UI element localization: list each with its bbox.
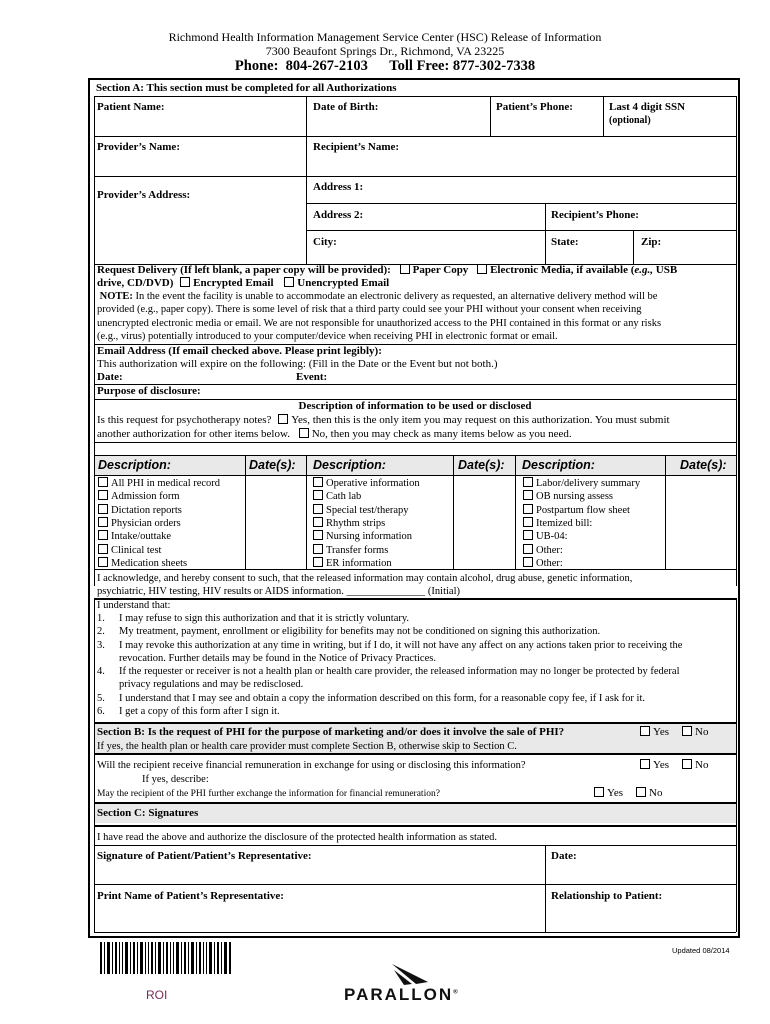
item-label: Rhythm strips (326, 518, 386, 529)
col2-description-header: Description: (313, 458, 386, 472)
acknowledgement-line-1: I acknowledge, and hereby consent to such, that the released information may contain alcohol, drug abuse, genetic information, (97, 573, 633, 584)
section-b-no-option[interactable] (682, 726, 708, 739)
psych-line-2 (97, 428, 572, 441)
description-header-shade (95, 455, 736, 475)
section-c-title: Section C: Signatures (97, 807, 199, 819)
item-label: Admission form (111, 491, 180, 502)
remuneration-question: Will the recipient receive financial remuneration in exchange for using or disclosing this information? (97, 760, 526, 771)
item-label: Cath lab (326, 491, 362, 502)
col2-item[interactable] (313, 490, 361, 503)
checkbox[interactable] (313, 557, 323, 567)
further-exchange-yes-option[interactable] (594, 787, 623, 800)
col1-item[interactable] (98, 490, 180, 503)
psych-no-checkbox[interactable] (299, 428, 309, 438)
item-label: Postpartum flow sheet (536, 505, 630, 516)
provider-address-field[interactable]: Provider’s Address: (97, 189, 191, 201)
item-label: Other: (536, 545, 563, 556)
term-number: 5. (97, 692, 105, 704)
expire-event-field[interactable]: Event: (296, 371, 328, 383)
col3-item[interactable] (523, 477, 640, 490)
yes-label: Yes (653, 759, 670, 771)
checkbox[interactable] (313, 530, 323, 540)
term-number: 4. (97, 666, 105, 678)
col3-item[interactable] (523, 504, 630, 517)
psych-yes-checkbox[interactable] (278, 414, 288, 424)
col3-dates-header: Date(s): (680, 458, 727, 472)
term-item (97, 639, 733, 652)
term-number: 3. (97, 639, 105, 651)
no-label: No (649, 787, 663, 799)
facility-phone: Phone: 804-267-2103 Toll Free: 877-302-7338 (234, 58, 536, 74)
remuneration-no-checkbox[interactable] (682, 759, 692, 769)
psych-question: Is this request for psychotherapy notes? (97, 414, 272, 426)
checkbox[interactable] (523, 504, 533, 514)
col2-dates-header: Date(s): (458, 458, 505, 472)
item-label: Itemized bill: (536, 518, 593, 529)
checkbox[interactable] (98, 544, 108, 554)
item-label: Nursing information (326, 531, 413, 542)
item-label: Other: (536, 558, 563, 569)
checkbox[interactable] (98, 504, 108, 514)
col1-item[interactable] (98, 477, 220, 490)
psych-yes-text: Yes, then this is the only item you may request on this authorization. You must submit (291, 414, 670, 426)
term-text: I get a copy of this form after I sign it. (119, 706, 280, 718)
remuneration-yes-option[interactable] (640, 759, 669, 772)
describe-field[interactable]: If yes, describe: (142, 774, 209, 785)
delivery-label-text: Request Delivery (If left blank, a paper copy will be provided): (97, 264, 391, 276)
signature-field[interactable]: Signature of Patient/Patient’s Representative: (97, 850, 312, 862)
term-number: 1. (97, 613, 105, 624)
further-exchange-yes-checkbox[interactable] (594, 787, 604, 797)
checkbox[interactable] (313, 517, 323, 527)
item-label: Operative information (326, 478, 420, 489)
encrypted-email-checkbox[interactable] (180, 277, 190, 287)
further-exchange-no-checkbox[interactable] (636, 787, 646, 797)
further-exchange-no-option[interactable] (636, 787, 662, 800)
understand-heading: I understand that: (97, 600, 171, 611)
print-name-field[interactable]: Print Name of Patient’s Representative: (97, 890, 284, 902)
acknowledgement-line-2: psychiatric, HIV testing, HIV results or AIDS information. _______________ (Initial) (97, 586, 460, 597)
facility-address: 7300 Beaufont Springs Dr., Richmond, VA 23225 (265, 44, 505, 58)
checkbox[interactable] (98, 557, 108, 567)
item-label: Dictation reports (111, 505, 182, 516)
col2-item[interactable] (313, 530, 412, 543)
note-line-4: (e.g., virus) potentially introduced to your computer/device when receiving PHI in electronic format or email. (97, 330, 558, 342)
state-field[interactable]: State: (551, 236, 579, 248)
item-label: Medication sheets (111, 558, 188, 569)
checkbox[interactable] (523, 517, 533, 527)
patient-phone-field[interactable]: Patient’s Phone: (496, 101, 573, 113)
delivery-note (97, 290, 737, 343)
item-label: Labor/delivery summary (536, 478, 641, 489)
recipient-phone-field[interactable]: Recipient’s Phone: (551, 209, 639, 221)
item-label: Clinical test (111, 545, 162, 556)
term-number: 2. (97, 626, 105, 638)
yes-label: Yes (607, 787, 624, 799)
parallon-logo-icon (390, 962, 430, 986)
checkbox[interactable] (313, 477, 323, 487)
ssn-optional-note: (optional) (609, 115, 651, 126)
no-label: No (695, 759, 709, 771)
electronic-media-eg: e.g., (634, 264, 654, 276)
delivery-label (97, 264, 677, 277)
col2-item[interactable] (313, 477, 420, 490)
electronic-media-label: Electronic Media, if available ( (490, 264, 635, 276)
col2-item[interactable] (313, 504, 409, 517)
item-label: OB nursing assess (536, 491, 614, 502)
no-label: No (695, 726, 709, 738)
col3-item[interactable] (523, 490, 613, 503)
term-text-continued: revocation. Further details may be found in the Notice of Privacy Practices. (119, 652, 436, 664)
col1-dates-header: Date(s): (249, 458, 296, 472)
term-number: 6. (97, 706, 105, 718)
yes-label: Yes (653, 726, 670, 738)
section-a-title: Section A: This section must be completed for all Authorizations (96, 82, 397, 94)
email-field[interactable]: Email Address (If email checked above. Please print legibly): (97, 345, 382, 357)
col3-description-header: Description: (522, 458, 595, 472)
checkbox[interactable] (313, 504, 323, 514)
term-text: If the requester or receiver is not a health plan or health care provider, the released information may no longer be protected by federal (119, 666, 680, 678)
delivery-line2 (97, 277, 389, 290)
term-text: I understand that I may see and obtain a copy the information described on this form, for a reasonable copy fee, if I ask for it. (119, 692, 645, 704)
col1-item[interactable] (98, 530, 171, 543)
form-code: ROI (146, 988, 168, 1002)
checkbox[interactable] (98, 517, 108, 527)
checkbox[interactable] (98, 530, 108, 540)
remuneration-yes-checkbox[interactable] (640, 759, 650, 769)
checkbox[interactable] (523, 544, 533, 554)
section-b-title: Section B: Is the request of PHI for the purpose of marketing and/or does it involve the sale of PHI? (97, 726, 565, 738)
item-label: Transfer forms (326, 545, 389, 556)
item-label: ER information (326, 558, 392, 569)
updated-date: Updated 08/2014 (672, 946, 730, 955)
checkbox[interactable] (523, 490, 533, 500)
col3-item[interactable] (523, 544, 563, 557)
expire-date-field[interactable]: Date: (97, 371, 123, 383)
col1-item[interactable] (98, 544, 161, 557)
checkbox[interactable] (523, 557, 533, 567)
unencrypted-email-label: Unencrypted Email (297, 277, 390, 289)
signature-date-field[interactable]: Date: (551, 850, 577, 862)
checkbox[interactable] (523, 477, 533, 487)
term-item (97, 692, 733, 705)
term-item (97, 665, 733, 678)
col2-item[interactable] (313, 517, 385, 530)
electronic-media-label-end: USB (653, 264, 678, 276)
paper-copy-label: Paper Copy (412, 264, 469, 276)
registered-mark: ® (453, 989, 458, 996)
signature-statement: I have read the above and authorize the disclosure of the protected health information as stated. (97, 832, 498, 843)
col2-item[interactable] (313, 544, 388, 557)
unencrypted-email-checkbox[interactable] (284, 277, 294, 287)
note-line-3: unencrypted electronic media or email. We are not responsible for unauthorized access to the PHI contained in this format or any risks (97, 317, 662, 329)
col1-item[interactable] (98, 517, 181, 530)
expire-statement: This authorization will expire on the following: (Fill in the Date or the Event but not both.) (97, 358, 498, 370)
facility-name: Richmond Health Information Management Service Center (HSC) Release of Information (168, 30, 602, 44)
ssn-field[interactable]: Last 4 digit SSN (609, 101, 686, 113)
address1-field[interactable]: Address 1: (313, 181, 364, 193)
item-label: Physician orders (111, 518, 181, 529)
checkbox[interactable] (313, 490, 323, 500)
section-b-no-checkbox[interactable] (682, 726, 692, 736)
col1-description-header: Description: (98, 458, 171, 472)
term-text: I may revoke this authorization at any time in writing, but if I do, it will not have any affect on any actions taken prior to receiving the (119, 639, 683, 651)
brand-name (344, 985, 458, 1005)
term-item (97, 612, 733, 625)
purpose-field[interactable]: Purpose of disclosure: (97, 385, 201, 397)
note-line-2: provided (e.g., paper copy). There is some level of risk that a third party could see your PHI without your consent when receiving (97, 304, 642, 316)
term-text-continued: privacy regulations and may be redisclosed. (119, 679, 304, 691)
checkbox[interactable] (523, 530, 533, 540)
item-label: Intake/outtake (111, 531, 172, 542)
electronic-media-checkbox[interactable] (477, 264, 487, 274)
term-item (97, 705, 733, 718)
address2-field[interactable]: Address 2: (313, 209, 364, 221)
recipient-name-field[interactable]: Recipient’s Name: (313, 141, 400, 153)
encrypted-email-label: Encrypted Email (193, 277, 274, 289)
section-b-yes-checkbox[interactable] (640, 726, 650, 736)
col1-item[interactable] (98, 504, 182, 517)
brand-text: PARALLON (344, 985, 454, 1004)
item-label: UB-04: (536, 531, 568, 542)
provider-name-field[interactable]: Provider’s Name: (97, 141, 180, 153)
psych-line-2-text: another authorization for other items below. (97, 428, 290, 440)
checkbox[interactable] (98, 477, 108, 487)
description-title: Description of information to be used or disclosed (298, 400, 532, 412)
col3-item[interactable] (523, 530, 568, 543)
psych-line-1 (97, 414, 670, 427)
further-exchange-question: May the recipient of the PHI further exchange the information for financial remuneration? (97, 789, 440, 799)
dob-field[interactable]: Date of Birth: (313, 101, 379, 113)
term-text: My treatment, payment, enrollment or eligibility for benefits may not be conditioned on signing this authorization. (119, 626, 601, 638)
city-field[interactable]: City: (313, 236, 337, 248)
checkbox[interactable] (98, 490, 108, 500)
zip-field[interactable]: Zip: (641, 236, 662, 248)
item-label: Special test/therapy (326, 505, 409, 516)
note-line-1: In the event the facility is unable to accommodate an electronic delivery as requested, an alternative delivery method will be (132, 291, 658, 302)
note-label: NOTE: (99, 291, 133, 302)
item-label: All PHI in medical record (111, 478, 221, 489)
section-b-yes-option[interactable] (640, 726, 669, 739)
term-text: I may refuse to sign this authorization and that it is strictly voluntary. (119, 613, 410, 624)
checkbox[interactable] (313, 544, 323, 554)
term-item (97, 625, 733, 638)
terms-list (97, 612, 733, 718)
remuneration-no-option[interactable] (682, 759, 708, 772)
patient-name-field[interactable]: Patient Name: (97, 101, 165, 113)
section-b-note: If yes, the health plan or health care provider must complete Section B, otherwise skip to Section C. (97, 741, 517, 752)
col3-item[interactable] (523, 517, 592, 530)
psych-no-text: No, then you may check as many items below as you need. (311, 428, 572, 440)
paper-copy-checkbox[interactable] (400, 264, 410, 274)
delivery-line2-text: drive, CD/DVD) (97, 277, 174, 289)
relationship-field[interactable]: Relationship to Patient: (551, 890, 663, 902)
barcode-icon (100, 942, 232, 974)
